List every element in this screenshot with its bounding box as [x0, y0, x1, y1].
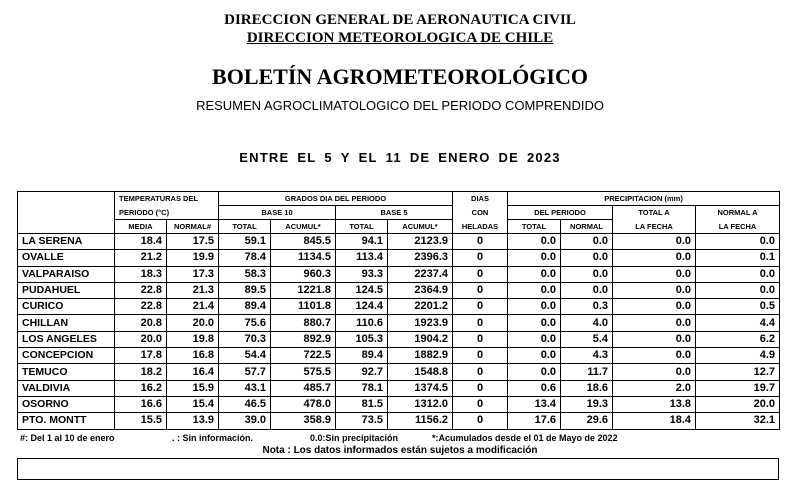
station-name: PUDAHUEL — [18, 282, 115, 298]
precip-normal: 4.3 — [561, 348, 613, 364]
table-row — [18, 331, 780, 347]
b10-acumul: 880.7 — [271, 315, 336, 331]
b5-total: 113.4 — [336, 250, 388, 266]
header-agency: DIRECCION GENERAL DE AERONAUTICA CIVIL — [224, 12, 576, 28]
precip-total: 0.0 — [508, 364, 561, 380]
page-subtitle: RESUMEN AGROCLIMATOLOGICO DEL PERIODO COMPRENDIDO — [196, 98, 604, 113]
precip-total: 0.0 — [508, 348, 561, 364]
period-year: 2023 — [527, 150, 561, 165]
temp-group-header-cont: PERIODO (°C) — [115, 206, 219, 220]
b10-total: 89.5 — [219, 282, 271, 298]
temp-media: 22.8 — [115, 282, 167, 298]
b5-total: 93.3 — [336, 266, 388, 282]
b10-acumul: 478.0 — [271, 396, 336, 412]
temp-normal: 19.8 — [167, 331, 219, 347]
precip-total: 0.0 — [508, 234, 561, 250]
b5-acumul: 1923.9 — [388, 315, 453, 331]
normal-a-fecha: 6.2 — [696, 331, 780, 347]
b10-total: 89.4 — [219, 299, 271, 315]
station-name: LA SERENA — [18, 234, 115, 250]
temp-media: 22.8 — [115, 299, 167, 315]
period-word: DE — [498, 150, 519, 165]
normal-a-fecha-header: NORMAL A — [696, 206, 780, 220]
temp-media: 16.2 — [115, 380, 167, 396]
normal-temp-header: NORMAL# — [167, 220, 219, 234]
normal-a-fecha: 0.0 — [696, 234, 780, 250]
station-name: CHILLAN — [18, 315, 115, 331]
station-name: LOS ANGELES — [18, 331, 115, 347]
b5-acumul: 2364.9 — [388, 282, 453, 298]
precip-group-header: PRECIPITACION (mm) — [508, 192, 780, 206]
header-row-3 — [18, 220, 780, 234]
b10-total-header: TOTAL — [219, 220, 271, 234]
normal-a-fecha: 19.7 — [696, 380, 780, 396]
total-a-fecha: 13.8 — [613, 396, 696, 412]
table-row — [18, 234, 780, 250]
table-row — [18, 380, 780, 396]
b10-acumul: 960.3 — [271, 266, 336, 282]
dias-heladas: 0 — [453, 396, 508, 412]
temp-media: 18.3 — [115, 266, 167, 282]
b10-total: 58.3 — [219, 266, 271, 282]
temp-normal: 20.0 — [167, 315, 219, 331]
b10-total: 54.4 — [219, 348, 271, 364]
header-row-2 — [18, 206, 780, 220]
temp-media: 20.8 — [115, 315, 167, 331]
b10-total: 57.7 — [219, 364, 271, 380]
station-name: OSORNO — [18, 396, 115, 412]
b5-total: 110.6 — [336, 315, 388, 331]
period-word: ENTRE — [239, 150, 290, 165]
b10-acumul: 892.9 — [271, 331, 336, 347]
normal-a-fecha: 4.9 — [696, 348, 780, 364]
grados-group-header: GRADOS DIA DEL PERIODO — [219, 192, 453, 206]
normal-a-fecha: 32.1 — [696, 413, 780, 429]
temp-media: 16.6 — [115, 396, 167, 412]
period-start-day: 5 — [324, 150, 333, 165]
agro-table — [17, 191, 780, 430]
period-range — [0, 150, 800, 166]
precip-normal: 0.0 — [561, 282, 613, 298]
table-row — [18, 250, 780, 266]
total-a-fecha: 2.0 — [613, 380, 696, 396]
b10-acumul: 1101.8 — [271, 299, 336, 315]
period-word: EL — [297, 150, 317, 165]
precip-normal: 0.0 — [561, 266, 613, 282]
dias-heladas: 0 — [453, 364, 508, 380]
nota: Nota : Los datos informados están sujetos a modificación — [262, 445, 538, 456]
temp-media: 18.2 — [115, 364, 167, 380]
total-a-fecha: 18.4 — [613, 413, 696, 429]
station-header-cont — [18, 206, 115, 220]
bottom-box — [17, 458, 779, 480]
total-a-fecha: 0.0 — [613, 364, 696, 380]
station-name: TEMUCO — [18, 364, 115, 380]
total-a-fecha: 0.0 — [613, 266, 696, 282]
header-department-text: DIRECCION METEOROLOGICA DE CHILE — [246, 30, 554, 46]
b10-total: 59.1 — [219, 234, 271, 250]
b10-total: 39.0 — [219, 413, 271, 429]
b10-total: 78.4 — [219, 250, 271, 266]
media-header: MEDIA — [115, 220, 167, 234]
normal-a-fecha: 0.0 — [696, 282, 780, 298]
precip-total: 0.0 — [508, 282, 561, 298]
table-row — [18, 266, 780, 282]
b5-acumul: 2237.4 — [388, 266, 453, 282]
table-row — [18, 282, 780, 298]
precip-total: 0.6 — [508, 380, 561, 396]
dias-heladas: 0 — [453, 234, 508, 250]
p-total-header: TOTAL — [508, 220, 561, 234]
temp-group-header: TEMPERATURAS DEL — [115, 192, 219, 206]
temp-media: 17.8 — [115, 348, 167, 364]
b10-total: 70.3 — [219, 331, 271, 347]
b5-acumul: 2396.3 — [388, 250, 453, 266]
total-a-fecha: 0.0 — [613, 250, 696, 266]
b10-acumul: 575.5 — [271, 364, 336, 380]
table-row — [18, 348, 780, 364]
dias-heladas: 0 — [453, 348, 508, 364]
total-a-fecha: 0.0 — [613, 282, 696, 298]
total-a-fecha-header-cont: LA FECHA — [613, 220, 696, 234]
footnote-acumulados: *:Acumulados desde el 01 de Mayo de 2022 — [432, 433, 618, 443]
temp-normal: 21.3 — [167, 282, 219, 298]
footnotes — [20, 433, 780, 444]
station-name: OVALLE — [18, 250, 115, 266]
b5-acumul: 2201.2 — [388, 299, 453, 315]
precip-normal: 11.7 — [561, 364, 613, 380]
temp-media: 15.5 — [115, 413, 167, 429]
normal-a-fecha-header-cont: LA FECHA — [696, 220, 780, 234]
precip-total: 0.0 — [508, 299, 561, 315]
temp-media: 18.4 — [115, 234, 167, 250]
b10-acumul: 1221.8 — [271, 282, 336, 298]
b5-total: 105.3 — [336, 331, 388, 347]
normal-a-fecha: 4.4 — [696, 315, 780, 331]
b5-acumul: 1374.5 — [388, 380, 453, 396]
b5-acumul-header: ACUMUL* — [388, 220, 453, 234]
b5-total: 78.1 — [336, 380, 388, 396]
dias-header-cont: CON — [453, 206, 508, 220]
footnote-hash: #: Del 1 al 10 de enero — [20, 433, 115, 443]
b5-total: 92.7 — [336, 364, 388, 380]
station-name: CONCEPCION — [18, 348, 115, 364]
precip-normal: 4.0 — [561, 315, 613, 331]
heladas-header: HELADAS — [453, 220, 508, 234]
temp-normal: 13.9 — [167, 413, 219, 429]
total-a-fecha: 0.0 — [613, 234, 696, 250]
b5-acumul: 1312.0 — [388, 396, 453, 412]
dias-heladas: 0 — [453, 380, 508, 396]
dias-heladas: 0 — [453, 299, 508, 315]
b5-acumul: 1882.9 — [388, 348, 453, 364]
base5-header: BASE 5 — [336, 206, 453, 220]
del-periodo-header: DEL PERIODO — [508, 206, 613, 220]
table-body — [18, 234, 780, 430]
total-a-fecha: 0.0 — [613, 299, 696, 315]
b10-acumul: 358.9 — [271, 413, 336, 429]
b10-total: 46.5 — [219, 396, 271, 412]
b5-total-header: TOTAL — [336, 220, 388, 234]
station-name: VALDIVIA — [18, 380, 115, 396]
period-word: EL — [358, 150, 378, 165]
total-a-fecha: 0.0 — [613, 348, 696, 364]
b5-acumul: 2123.9 — [388, 234, 453, 250]
station-header-end — [18, 220, 115, 234]
b10-total: 43.1 — [219, 380, 271, 396]
precip-normal: 18.6 — [561, 380, 613, 396]
dias-heladas: 0 — [453, 315, 508, 331]
table-row — [18, 299, 780, 315]
temp-media: 20.0 — [115, 331, 167, 347]
station-name: CURICO — [18, 299, 115, 315]
precip-normal: 19.3 — [561, 396, 613, 412]
precip-total: 17.6 — [508, 413, 561, 429]
b10-acumul: 1134.5 — [271, 250, 336, 266]
period-word: DE — [409, 150, 431, 165]
period-month: ENERO — [438, 150, 491, 165]
b5-total: 89.4 — [336, 348, 388, 364]
temp-normal: 21.4 — [167, 299, 219, 315]
footnote-sin-precip: 0.0:Sin precipitación — [310, 433, 399, 443]
precip-normal: 0.0 — [561, 250, 613, 266]
header-department — [0, 30, 800, 46]
total-a-fecha: 0.0 — [613, 331, 696, 347]
b5-total: 94.1 — [336, 234, 388, 250]
period-end-day: 11 — [385, 150, 402, 165]
period-word: Y — [340, 150, 351, 165]
b5-acumul: 1904.2 — [388, 331, 453, 347]
normal-a-fecha: 0.1 — [696, 250, 780, 266]
dias-heladas: 0 — [453, 250, 508, 266]
b5-total: 124.5 — [336, 282, 388, 298]
normal-a-fecha: 0.5 — [696, 299, 780, 315]
temp-media: 21.2 — [115, 250, 167, 266]
precip-total: 0.0 — [508, 266, 561, 282]
b5-total: 81.5 — [336, 396, 388, 412]
dias-header: DIAS — [453, 192, 508, 206]
precip-normal: 0.0 — [561, 234, 613, 250]
station-name: VALPARAISO — [18, 266, 115, 282]
b5-total: 124.4 — [336, 299, 388, 315]
temp-normal: 15.9 — [167, 380, 219, 396]
table-row — [18, 364, 780, 380]
precip-total: 13.4 — [508, 396, 561, 412]
table-row — [18, 396, 780, 412]
table-row — [18, 315, 780, 331]
header-row-1 — [18, 192, 780, 206]
dias-heladas: 0 — [453, 266, 508, 282]
precip-total: 0.0 — [508, 331, 561, 347]
b10-acumul-header: ACUMUL* — [271, 220, 336, 234]
temp-normal: 17.3 — [167, 266, 219, 282]
b10-acumul: 485.7 — [271, 380, 336, 396]
precip-total: 0.0 — [508, 250, 561, 266]
normal-a-fecha: 0.0 — [696, 266, 780, 282]
precip-normal: 0.3 — [561, 299, 613, 315]
b5-total: 73.5 — [336, 413, 388, 429]
b5-acumul: 1156.2 — [388, 413, 453, 429]
dias-heladas: 0 — [453, 413, 508, 429]
table-row — [18, 413, 780, 429]
b5-acumul: 1548.8 — [388, 364, 453, 380]
temp-normal: 16.8 — [167, 348, 219, 364]
p-normal-header: NORMAL — [561, 220, 613, 234]
normal-a-fecha: 20.0 — [696, 396, 780, 412]
b10-total: 75.6 — [219, 315, 271, 331]
footnote-sin-info: . : Sin información. — [172, 433, 254, 443]
temp-normal: 15.4 — [167, 396, 219, 412]
dias-heladas: 0 — [453, 282, 508, 298]
temp-normal: 16.4 — [167, 364, 219, 380]
page-title: BOLETÍN AGROMETEOROLÓGICO — [212, 64, 588, 89]
dias-heladas: 0 — [453, 331, 508, 347]
precip-normal: 29.6 — [561, 413, 613, 429]
b10-acumul: 845.5 — [271, 234, 336, 250]
temp-normal: 17.5 — [167, 234, 219, 250]
station-name: PTO. MONTT — [18, 413, 115, 429]
station-header — [18, 192, 115, 206]
normal-a-fecha: 12.7 — [696, 364, 780, 380]
temp-normal: 19.9 — [167, 250, 219, 266]
precip-total: 0.0 — [508, 315, 561, 331]
total-a-fecha: 0.0 — [613, 315, 696, 331]
precip-normal: 5.4 — [561, 331, 613, 347]
total-a-fecha-header: TOTAL A — [613, 206, 696, 220]
base10-header: BASE 10 — [219, 206, 336, 220]
b10-acumul: 722.5 — [271, 348, 336, 364]
